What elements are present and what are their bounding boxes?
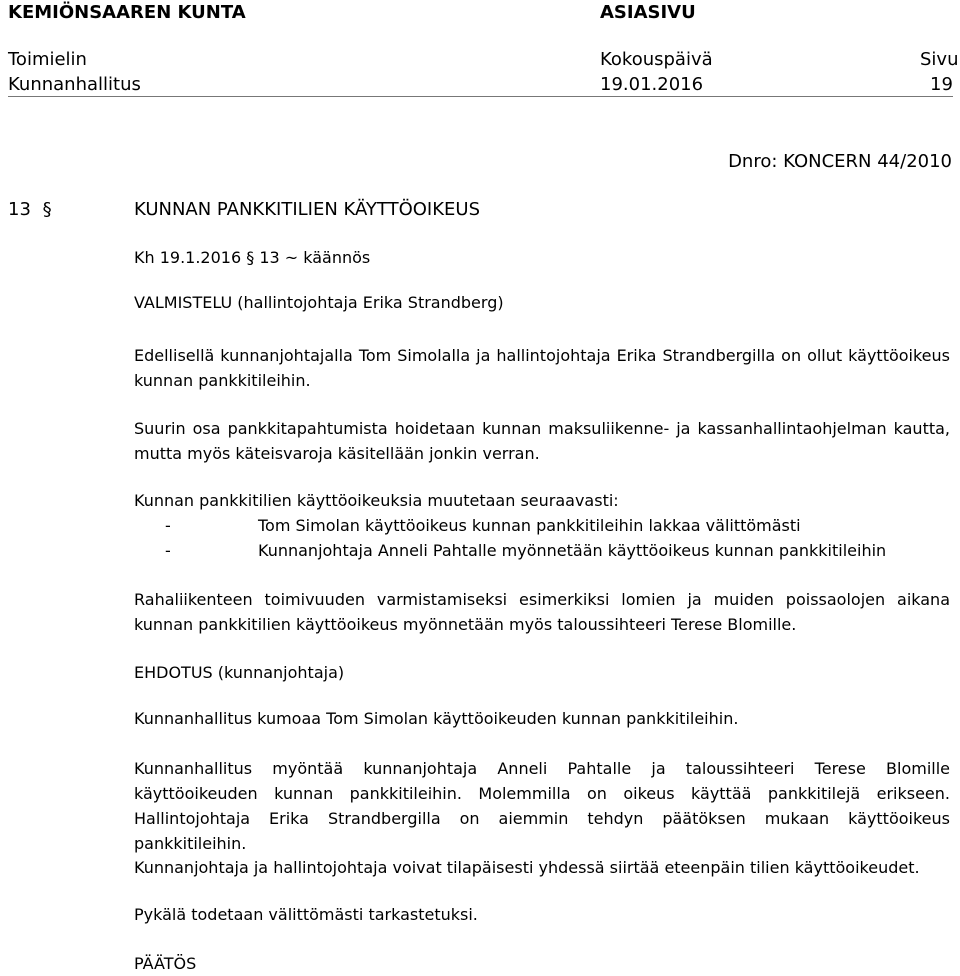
paragraph-temporary-transfer: Kunnanjohtaja ja hallintojohtaja voivat tilapäisesti yhdessä siirtää eteenpäin tilien käyttöoikeudet. xyxy=(134,858,920,877)
section-title: KUNNAN PANKKITILIEN KÄYTTÖOIKEUS xyxy=(134,199,481,220)
paragraph-previous-access: Edellisellä kunnanjohtajalla Tom Simolalla ja hallintojohtaja Erika Strandbergilla on ollut käyttöoikeus kunnan pankkitileihin. xyxy=(134,346,950,390)
section-symbol: § xyxy=(42,199,52,220)
page-label: Sivu xyxy=(920,49,959,70)
list-item-2: Kunnanjohtaja Anneli Pahtalle myönnetään käyttöoikeus kunnan pankkitileihin xyxy=(258,541,887,560)
dnro-reference: Dnro: KONCERN 44/2010 xyxy=(728,151,952,172)
paragraph-continuity: Rahaliikenteen toimivuuden varmistamiseksi esimerkiksi lomien ja muiden poissaolojen aikana kunnan pankkitilien käyttöoikeus myönnetään myös taloussihteeri Terese Blomille. xyxy=(134,590,950,634)
paragraph-changes-intro: Kunnan pankkitilien käyttöoikeuksia muutetaan seuraavasti: xyxy=(134,491,619,510)
list-dash-1: - xyxy=(165,516,171,535)
paragraph-grant-access: Kunnanhallitus myöntää kunnanjohtaja Anneli Pahtalle ja taloussihteeri Terese Blomille käyttöoikeuden kunnan pankkitileihin. Molemmilla on oikeus käyttää pankkitilejä erikseen. Hallintojohtaja Erika Strandbergilla on aiemmin tehdyn päätöksen mukaan käyttöoikeus pankkitileihin. xyxy=(134,759,950,853)
preparation-heading: VALMISTELU (hallintojohtaja Erika Strandberg) xyxy=(134,293,504,312)
meeting-date: 19.01.2016 xyxy=(600,74,704,95)
paragraph-bank-transactions: Suurin osa pankkitapahtumista hoidetaan kunnan maksuliikenne- ja kassanhallintaohjelman kautta, mutta myös käteisvaroja käsitellään jonkin verran. xyxy=(134,419,950,463)
list-dash-2: - xyxy=(165,541,171,560)
org-name: KEMIÖNSAAREN KUNTA xyxy=(8,2,246,23)
doc-type: ASIASIVU xyxy=(600,2,696,23)
organ-value: Kunnanhallitus xyxy=(8,74,141,95)
organ-label: Toimielin xyxy=(8,49,87,70)
paragraph-immediate-check: Pykälä todetaan välittömästi tarkastetuksi. xyxy=(134,905,478,924)
header-divider xyxy=(8,96,953,97)
page-number: 19 xyxy=(930,74,953,95)
kh-reference: Kh 19.1.2016 § 13 ~ käännös xyxy=(134,248,371,267)
proposal-heading: EHDOTUS (kunnanjohtaja) xyxy=(134,663,345,682)
paragraph-revoke-access: Kunnanhallitus kumoaa Tom Simolan käyttöoikeuden kunnan pankkitileihin. xyxy=(134,709,739,728)
section-number xyxy=(8,199,52,221)
date-label: Kokouspäivä xyxy=(600,49,713,70)
list-item-1: Tom Simolan käyttöoikeus kunnan pankkitileihin lakkaa välittömästi xyxy=(258,516,801,535)
section-number-value: 13 xyxy=(8,199,31,220)
decision-heading: PÄÄTÖS xyxy=(134,954,197,973)
